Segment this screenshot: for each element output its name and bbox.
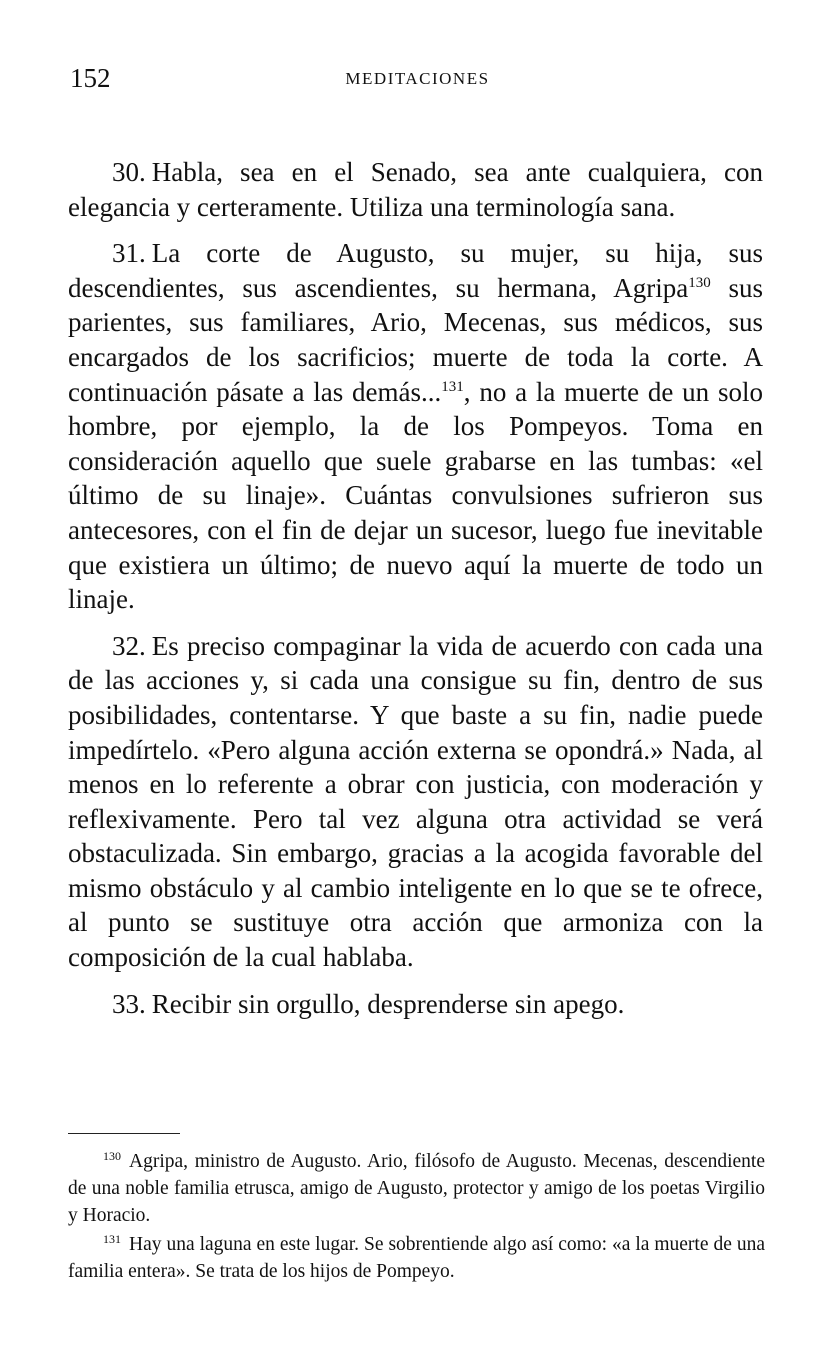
- footnote-text: Agripa, ministro de Augusto. Ario, filósofo de Augusto. Mecenas, descendiente de una noble familia etrusca, amigo de Augusto, protector y amigo de los poetas Virgilio y Horacio.: [68, 1151, 765, 1226]
- footnote-mark: 130: [103, 1148, 121, 1163]
- paragraph-number: 33.: [112, 988, 146, 1019]
- paragraph-32: [68, 629, 763, 975]
- footnotes: [68, 1133, 765, 1287]
- footnote-ref-130[interactable]: 130: [688, 274, 711, 291]
- footnote-130: [68, 1148, 765, 1229]
- paragraph-number: 31.: [112, 238, 146, 269]
- paragraph-30: [68, 155, 763, 224]
- running-title: MEDITACIONES: [345, 69, 490, 88]
- paragraph-text: , no a la muerte de un solo hombre, por ejemplo, la de los Pompeyos. Toma en consideración aquello que suele grabarse en las tumbas: «el último de su linaje». Cuántas convulsiones sufrieron sus antecesores, con el fin de dejar un sucesor, luego fue inevitable que existiera un último; de nuevo aquí la muerte de todo un linaje.: [68, 376, 763, 615]
- paragraph-number: 30.: [112, 157, 146, 187]
- page-number: 152: [70, 63, 111, 93]
- page-header: [70, 60, 765, 100]
- paragraph-31: [68, 236, 763, 617]
- paragraph-text: sus parientes, sus familiares, Ario, Mecenas, sus médicos, sus encargados de los sacrificios; muerte de toda la corte. A continuación pásate a las demás...: [68, 272, 763, 407]
- footnote-131: [68, 1231, 765, 1285]
- footnote-text: Hay una laguna en este lugar. Se sobrentiende algo así como: «a la muerte de una familia entera». Se trata de los hijos de Pompeyo.: [68, 1234, 765, 1282]
- footnote-divider: [68, 1133, 180, 1134]
- paragraph-text: La corte de Augusto, su mujer, su hija, sus descendientes, sus ascendientes, su hermana, Agripa: [68, 238, 763, 303]
- footnote-ref-131[interactable]: 131: [441, 378, 464, 395]
- footnote-mark: 131: [103, 1231, 121, 1246]
- paragraph-text: Recibir sin orgullo, desprenderse sin apego.: [151, 988, 625, 1019]
- paragraph-33: [68, 987, 763, 1022]
- main-text: [68, 155, 763, 1033]
- paragraph-text: Es preciso compaginar la vida de acuerdo con cada una de las acciones y, si cada una consigue su fin, dentro de sus posibilidades, contentarse. Y que baste a su fin, nadie puede impedírtelo. «Pero alguna acción externa se opondrá.» Nada, al menos en lo referente a obrar con justicia, con moderación y reflexivamente. Pero tal vez alguna otra actividad se verá obstaculizada. Sin embargo, gracias a la acogida favorable del mismo obstáculo y al cambio inteligente en lo que se te ofrece, al punto se sustituye otra acción que armoniza con la composición de la cual hablaba.: [68, 630, 763, 973]
- paragraph-text: Habla, sea en el Senado, sea ante cualquiera, con elegancia y certeramente. Utiliza una terminología sana.: [68, 157, 763, 222]
- paragraph-number: 32.: [112, 630, 146, 661]
